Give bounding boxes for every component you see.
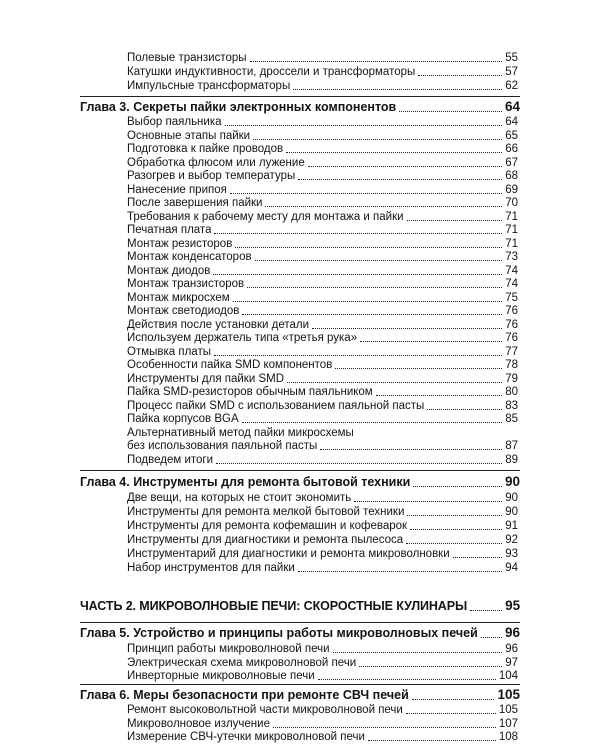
dot-leader bbox=[453, 557, 503, 558]
toc-entry-title: Полевые транзисторы bbox=[127, 52, 247, 64]
toc-entry[interactable] bbox=[127, 359, 518, 372]
dot-leader bbox=[230, 193, 502, 194]
dot-leader bbox=[286, 152, 502, 153]
toc-entry-title: Инструментарий для диагностики и ремонта микроволновки bbox=[127, 548, 450, 560]
toc-entry-title: Две вещи, на которых не стоит экономить bbox=[127, 492, 352, 504]
toc-entry[interactable] bbox=[127, 319, 518, 332]
dot-leader bbox=[253, 139, 502, 140]
toc-entry-title: Набор инструментов для пайки bbox=[127, 562, 295, 574]
chapter-6-heading[interactable] bbox=[80, 687, 520, 703]
section-divider bbox=[80, 96, 520, 97]
toc-entry-title: Основные этапы пайки bbox=[127, 129, 251, 142]
toc-entry-page: 74 bbox=[505, 264, 518, 277]
toc-entry-title: Действия после установки детали bbox=[127, 318, 310, 331]
toc-entry[interactable] bbox=[127, 116, 518, 129]
section-divider bbox=[80, 684, 520, 685]
toc-entry[interactable] bbox=[127, 52, 518, 65]
toc-entry[interactable] bbox=[127, 238, 518, 251]
dot-leader bbox=[308, 166, 502, 167]
toc-entry[interactable] bbox=[127, 386, 518, 399]
chapter-page: 96 bbox=[504, 625, 520, 640]
toc-entry-page: 70 bbox=[505, 197, 518, 209]
toc-entry[interactable] bbox=[127, 643, 518, 656]
dot-leader bbox=[214, 355, 502, 356]
dot-leader bbox=[406, 713, 496, 714]
toc-entry-page: 97 bbox=[505, 656, 518, 669]
toc-entry[interactable] bbox=[127, 130, 518, 143]
toc-entry-page: 94 bbox=[505, 562, 518, 574]
toc-entry-title: Пайка корпусов BGA bbox=[127, 413, 239, 425]
toc-entry[interactable] bbox=[127, 184, 518, 197]
toc-entry-title: Импульсные трансформаторы bbox=[127, 80, 291, 92]
dot-leader bbox=[293, 89, 502, 90]
toc-entry-page: 55 bbox=[505, 52, 518, 64]
toc-entry[interactable] bbox=[127, 346, 518, 359]
toc-entry-title: Монтаж светодиодов bbox=[127, 305, 240, 317]
toc-entry-page: 74 bbox=[505, 278, 518, 290]
toc-entry-page: 85 bbox=[505, 413, 518, 425]
chapter-4-heading[interactable] bbox=[80, 474, 520, 490]
dot-leader bbox=[335, 368, 502, 369]
toc-entry[interactable] bbox=[127, 170, 518, 183]
dot-leader bbox=[376, 395, 502, 396]
toc-entry[interactable] bbox=[127, 454, 518, 467]
toc-entry-title: Инструменты для диагностики и ремонта пылесоса bbox=[127, 534, 404, 546]
toc-entry-title: Выбор паяльника bbox=[127, 116, 222, 128]
dot-leader bbox=[242, 422, 503, 423]
toc-entry-title: Используем держатель типа «третья рука» bbox=[127, 332, 358, 344]
chapter-page: 105 bbox=[497, 687, 520, 702]
toc-entry[interactable] bbox=[127, 66, 518, 79]
toc-entry-title: Монтаж транзисторов bbox=[127, 278, 245, 290]
toc-entry-title: Монтаж микросхем bbox=[127, 291, 230, 304]
toc-entry-title: Подготовка к пайке проводов bbox=[127, 143, 284, 155]
toc-entry[interactable] bbox=[127, 520, 518, 533]
dot-leader bbox=[255, 260, 503, 261]
toc-entry-title: Отмывка платы bbox=[127, 345, 211, 358]
toc-entry-title: Инструменты для пайки SMD bbox=[127, 372, 284, 385]
dot-leader bbox=[413, 486, 502, 487]
toc-entry[interactable] bbox=[127, 492, 518, 505]
toc-entry-page: 87 bbox=[505, 440, 518, 452]
toc-entry[interactable] bbox=[127, 718, 518, 731]
chapter-page: 64 bbox=[504, 99, 520, 114]
dot-leader bbox=[410, 529, 502, 530]
dot-leader bbox=[418, 75, 502, 76]
dot-leader bbox=[312, 328, 502, 329]
toc-entry-page: 89 bbox=[505, 453, 518, 466]
toc-entry-page: 92 bbox=[505, 534, 518, 546]
section-divider bbox=[80, 622, 520, 623]
toc-entry-page: 62 bbox=[505, 80, 518, 92]
dot-leader bbox=[407, 515, 502, 516]
toc-entry-title: Измерение СВЧ-утечки микроволновой печи bbox=[127, 731, 365, 743]
dot-leader bbox=[359, 666, 502, 667]
toc-entry-page: 73 bbox=[505, 251, 518, 263]
toc-entry[interactable] bbox=[127, 211, 518, 224]
toc-entry-page: 57 bbox=[505, 66, 518, 78]
toc-entry[interactable] bbox=[127, 562, 518, 575]
toc-entry-title: Особенности пайка SMD компонентов bbox=[127, 359, 333, 371]
chapter-page: 90 bbox=[504, 474, 520, 489]
dot-leader bbox=[298, 571, 502, 572]
toc-entry[interactable] bbox=[127, 80, 518, 93]
toc-entry-title: Микроволновое излучение bbox=[127, 717, 270, 730]
dot-leader bbox=[333, 652, 503, 653]
dot-leader bbox=[320, 449, 502, 450]
toc-entry-page: 93 bbox=[505, 548, 518, 560]
part-page: 95 bbox=[505, 598, 520, 613]
dot-leader bbox=[407, 220, 503, 221]
chapter-title: Глава 3. Секреты пайки электронных компонентов bbox=[80, 100, 397, 114]
dot-leader bbox=[406, 543, 502, 544]
toc-entry[interactable] bbox=[127, 506, 518, 519]
dot-leader bbox=[250, 61, 503, 62]
toc-entry-page: 96 bbox=[505, 643, 518, 655]
dot-leader bbox=[214, 233, 502, 234]
toc-entry-page: 108 bbox=[498, 731, 518, 743]
chapter-5-heading[interactable] bbox=[80, 625, 520, 641]
toc-entry-page: 68 bbox=[505, 170, 518, 182]
toc-entry[interactable] bbox=[127, 292, 518, 305]
toc-entry-title: Инструменты для ремонта мелкой бытовой техники bbox=[127, 506, 405, 518]
dot-leader bbox=[265, 206, 502, 207]
toc-entry-title-line2: без использования паяльной пасты bbox=[127, 440, 318, 452]
chapter-title: Глава 4. Инструменты для ремонта бытовой техники bbox=[80, 475, 411, 489]
toc-entry[interactable] bbox=[127, 197, 518, 210]
chapter-title: Глава 6. Меры безопасности при ремонте СВЧ печей bbox=[80, 688, 409, 702]
dot-leader bbox=[427, 409, 502, 410]
toc-entry[interactable] bbox=[127, 332, 518, 345]
toc-entry-title: После завершения пайки bbox=[127, 197, 263, 209]
dot-leader bbox=[233, 301, 503, 302]
part-title: ЧАСТЬ 2. МИКРОВОЛНОВЫЕ ПЕЧИ: СКОРОСТНЫЕ КУЛИНАРЫ bbox=[80, 599, 468, 613]
toc-entry[interactable] bbox=[127, 440, 518, 453]
toc-entry-title: Монтаж резисторов bbox=[127, 237, 233, 250]
toc-entry-page: 79 bbox=[505, 372, 518, 385]
dot-leader bbox=[481, 637, 502, 638]
chapter-title: Глава 5. Устройство и принципы работы микроволновых печей bbox=[80, 626, 478, 640]
toc-entry-page: 104 bbox=[498, 670, 518, 682]
toc-entry-page: 69 bbox=[505, 183, 518, 196]
toc-entry-page: 76 bbox=[505, 332, 518, 344]
toc-entry-page: 75 bbox=[505, 291, 518, 304]
toc-entry-title: Пайка SMD-резисторов обычным паяльником bbox=[127, 386, 373, 398]
dot-leader bbox=[368, 740, 496, 741]
dot-leader bbox=[242, 314, 502, 315]
toc-entry-page: 90 bbox=[505, 492, 518, 504]
toc-entry-title: Ремонт высоковольтной части микроволновой печи bbox=[127, 704, 403, 716]
toc-entry-title: Принцип работы микроволновой печи bbox=[127, 643, 330, 655]
dot-leader bbox=[354, 501, 502, 502]
toc-entry[interactable] bbox=[127, 704, 518, 717]
toc-entry-title: Катушки индуктивности, дроссели и трансформаторы bbox=[127, 66, 416, 78]
toc-entry[interactable] bbox=[127, 400, 518, 413]
dot-leader bbox=[216, 463, 502, 464]
dot-leader bbox=[298, 179, 502, 180]
toc-entry-title: Электрическая схема микроволновой печи bbox=[127, 656, 357, 669]
toc-entry-page: 71 bbox=[505, 237, 518, 250]
dot-leader bbox=[318, 679, 496, 680]
dot-leader bbox=[399, 111, 502, 112]
dot-leader bbox=[470, 610, 502, 611]
toc-entry-page: 78 bbox=[505, 359, 518, 371]
toc-entry-title-line1[interactable]: Альтернативный метод пайки микросхемы bbox=[127, 426, 354, 439]
toc-entry[interactable] bbox=[127, 143, 518, 156]
toc-entry[interactable] bbox=[127, 224, 518, 237]
toc-entry-title: Обработка флюсом или лужение bbox=[127, 156, 305, 169]
toc-entry-page: 76 bbox=[505, 318, 518, 331]
toc-entry-page: 91 bbox=[505, 520, 518, 532]
toc-entry-title: Процесс пайки SMD с использованием паяльной пасты bbox=[127, 399, 425, 412]
toc-entry[interactable] bbox=[127, 265, 518, 278]
toc-entry[interactable] bbox=[127, 657, 518, 670]
toc-entry-page: 77 bbox=[505, 345, 518, 358]
toc-entry[interactable] bbox=[127, 548, 518, 561]
toc-entry-page: 71 bbox=[505, 224, 518, 236]
toc-entry-title: Разогрев и выбор температуры bbox=[127, 170, 296, 182]
dot-leader bbox=[287, 382, 502, 383]
toc-entry[interactable] bbox=[127, 251, 518, 264]
toc-entry-page: 67 bbox=[505, 156, 518, 169]
dot-leader bbox=[273, 727, 496, 728]
toc-entry[interactable] bbox=[127, 413, 518, 426]
toc-entry-title: Монтаж диодов bbox=[127, 264, 211, 277]
toc-entry[interactable] bbox=[127, 373, 518, 386]
toc-entry[interactable] bbox=[127, 670, 518, 683]
section-divider bbox=[80, 470, 520, 471]
toc-entry-title: Требования к рабочему месту для монтажа и пайки bbox=[127, 210, 404, 223]
toc-entry-page: 90 bbox=[505, 506, 518, 518]
dot-leader bbox=[247, 287, 502, 288]
toc-entry-page: 107 bbox=[498, 717, 518, 730]
part-2-heading[interactable] bbox=[80, 598, 520, 614]
toc-entry[interactable] bbox=[127, 157, 518, 170]
toc-entry-page: 80 bbox=[505, 386, 518, 398]
toc-entry-page: 71 bbox=[505, 210, 518, 223]
dot-leader bbox=[235, 247, 502, 248]
chapter-3-heading[interactable] bbox=[80, 99, 520, 115]
toc-entry-page: 83 bbox=[505, 399, 518, 412]
toc-entry-page: 65 bbox=[505, 129, 518, 142]
toc-entry[interactable] bbox=[127, 731, 518, 744]
dot-leader bbox=[225, 125, 503, 126]
toc-entry-title: Монтаж конденсаторов bbox=[127, 251, 252, 263]
toc-entry-title: Инструменты для ремонта кофемашин и кофеварок bbox=[127, 520, 408, 532]
toc-entry-page: 66 bbox=[505, 143, 518, 155]
toc-entry-page: 105 bbox=[498, 704, 518, 716]
toc-entry-page: 64 bbox=[505, 116, 518, 128]
toc-entry[interactable] bbox=[127, 305, 518, 318]
toc-entry-page: 76 bbox=[505, 305, 518, 317]
dot-leader bbox=[360, 341, 502, 342]
dot-leader bbox=[213, 274, 502, 275]
toc-entry-title: Печатная плата bbox=[127, 224, 212, 236]
toc-entry-title: Подведем итоги bbox=[127, 453, 214, 466]
toc-entry-title: Нанесение припоя bbox=[127, 183, 227, 196]
toc-entry[interactable] bbox=[127, 278, 518, 291]
toc-entry[interactable] bbox=[127, 534, 518, 547]
toc-entry-title: Инверторные микроволновые печи bbox=[127, 670, 315, 682]
dot-leader bbox=[412, 699, 495, 700]
